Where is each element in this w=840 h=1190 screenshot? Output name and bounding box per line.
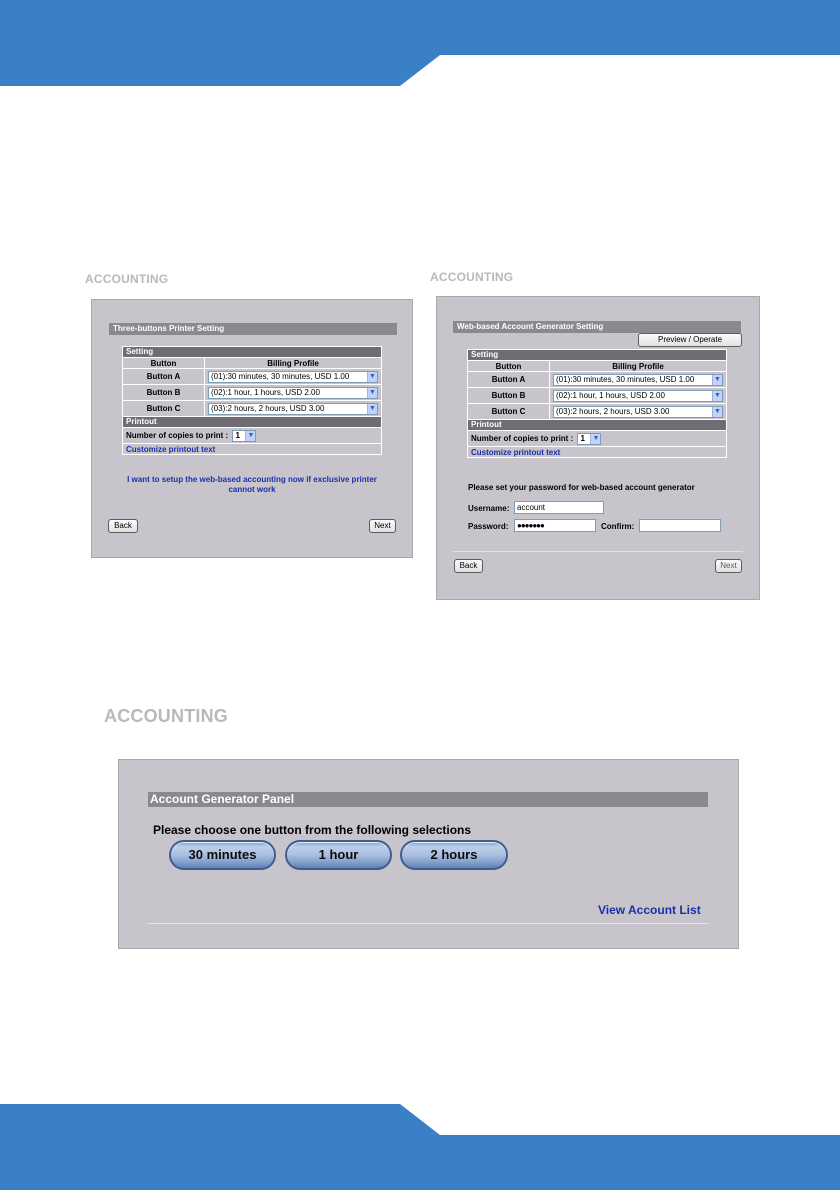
- button-a-profile-select[interactable]: [208, 371, 378, 383]
- button-a-label: Button A: [123, 369, 205, 385]
- username-field[interactable]: account: [514, 501, 604, 514]
- username-label: Username:: [468, 504, 510, 513]
- select-value: 1: [235, 431, 240, 440]
- customize-printout-link[interactable]: Customize printout text: [126, 444, 216, 454]
- setting-section-label: Setting: [123, 347, 382, 358]
- note-line-2: cannot work: [228, 485, 276, 494]
- select-value: (01):30 minutes, 30 minutes, USD 1.00: [556, 375, 695, 384]
- preview-operate-button[interactable]: Preview / Operate: [638, 333, 742, 347]
- copies-label: Number of copies to print :: [126, 430, 229, 440]
- password-prompt: Please set your password for web-based account generator: [468, 483, 695, 492]
- screen1-title: ACCOUNTING: [85, 272, 169, 286]
- screen2-title: ACCOUNTING: [430, 270, 514, 284]
- button-c-profile-select[interactable]: [553, 406, 723, 418]
- button-c-label: Button C: [468, 404, 550, 420]
- chevron-down-icon: ▼: [367, 388, 377, 398]
- button-a-profile-select[interactable]: [553, 374, 723, 386]
- back-button[interactable]: Back: [454, 559, 483, 573]
- screen3-panel: [118, 759, 739, 949]
- screen2-settings-table: [467, 349, 727, 458]
- divider: [147, 923, 709, 924]
- select-value: (02):1 hour, 1 hours, USD 2.00: [211, 388, 320, 397]
- next-button[interactable]: Next: [369, 519, 396, 533]
- next-button[interactable]: Next: [715, 559, 742, 573]
- bottom-banner: [0, 1104, 840, 1190]
- confirm-label: Confirm:: [601, 522, 635, 531]
- 2-hours-button[interactable]: 2 hours: [400, 840, 508, 870]
- copies-row: [468, 431, 727, 447]
- printout-section-label: Printout: [468, 420, 727, 431]
- button-b-profile-select[interactable]: [208, 387, 378, 399]
- chevron-down-icon: ▼: [245, 431, 255, 441]
- col-billing-header: Billing Profile: [550, 361, 727, 372]
- 30-minutes-button[interactable]: 30 minutes: [169, 840, 276, 870]
- customize-printout-link[interactable]: Customize printout text: [471, 447, 561, 457]
- confirm-field[interactable]: [639, 519, 721, 532]
- select-value: (03):2 hours, 2 hours, USD 3.00: [211, 404, 325, 413]
- top-banner: [0, 0, 840, 86]
- screen2-panel: [436, 296, 760, 600]
- select-value: (03):2 hours, 2 hours, USD 3.00: [556, 407, 670, 416]
- screen3-title: ACCOUNTING: [104, 706, 228, 726]
- chevron-down-icon: ▼: [712, 391, 722, 401]
- button-b-label: Button B: [123, 385, 205, 401]
- back-button[interactable]: Back: [108, 519, 138, 533]
- chevron-down-icon: ▼: [367, 372, 377, 382]
- button-b-profile-select[interactable]: [553, 390, 723, 402]
- chevron-down-icon: ▼: [590, 434, 600, 444]
- screen1-settings-table: [122, 346, 382, 455]
- col-button-header: Button: [468, 361, 550, 372]
- col-button-header: Button: [123, 358, 205, 369]
- instruction-text: Please choose one button from the following selections: [153, 823, 472, 837]
- button-c-label: Button C: [123, 401, 205, 417]
- password-field[interactable]: ●●●●●●●: [514, 519, 596, 532]
- button-b-label: Button B: [468, 388, 550, 404]
- copies-row: [123, 428, 382, 444]
- chevron-down-icon: ▼: [367, 404, 377, 414]
- screen2-panel-title: Web-based Account Generator Setting: [453, 321, 741, 333]
- divider: [453, 551, 743, 552]
- 1-hour-button[interactable]: 1 hour: [285, 840, 392, 870]
- screen1-panel: [91, 299, 413, 558]
- col-billing-header: Billing Profile: [205, 358, 382, 369]
- screen1-panel-title: Three-buttons Printer Setting: [109, 323, 397, 335]
- screen3-panel-title: Account Generator Panel: [148, 792, 708, 807]
- select-value: (02):1 hour, 1 hours, USD 2.00: [556, 391, 665, 400]
- button-c-profile-select[interactable]: [208, 403, 378, 415]
- chevron-down-icon: ▼: [712, 407, 722, 417]
- chevron-down-icon: ▼: [712, 375, 722, 385]
- copies-select[interactable]: [577, 433, 601, 445]
- select-value: 1: [580, 434, 585, 443]
- select-value: (01):30 minutes, 30 minutes, USD 1.00: [211, 372, 350, 381]
- view-account-list-link[interactable]: View Account List: [598, 903, 701, 917]
- setting-section-label: Setting: [468, 350, 727, 361]
- password-label: Password:: [468, 522, 509, 531]
- button-a-label: Button A: [468, 372, 550, 388]
- web-based-setup-link[interactable]: [92, 475, 412, 495]
- note-line-1: I want to setup the web-based accounting now if exclusive printer: [127, 475, 377, 484]
- copies-select[interactable]: [232, 430, 256, 442]
- printout-section-label: Printout: [123, 417, 382, 428]
- copies-label: Number of copies to print :: [471, 433, 574, 443]
